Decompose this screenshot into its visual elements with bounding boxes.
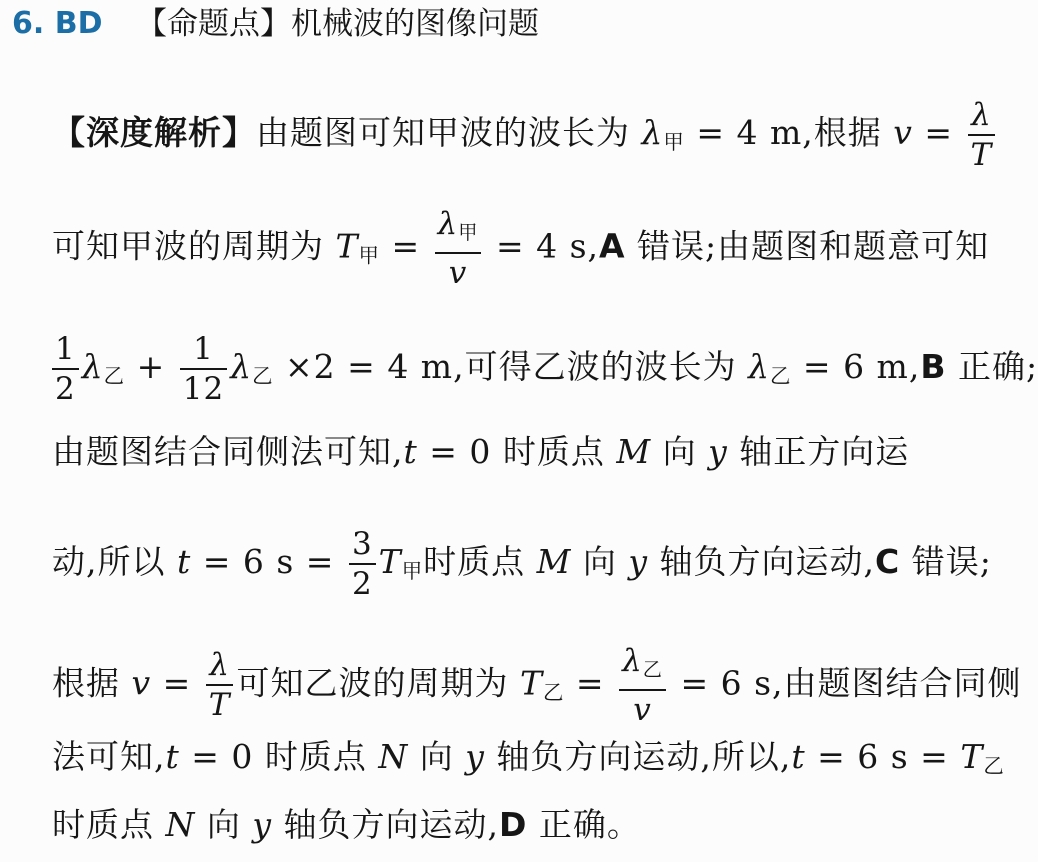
lambda-symbol: λ (437, 206, 459, 242)
fraction-numerator: 1 (180, 330, 227, 370)
fraction-denominator: T (970, 137, 993, 173)
analysis-line-8 (52, 805, 641, 845)
analysis-line-2 (52, 205, 989, 292)
text: = (912, 113, 965, 152)
analysis-line-6 (52, 642, 1022, 729)
fraction-lambda-over-T (968, 96, 996, 174)
option-A: A (599, 226, 626, 266)
option-D: D (499, 805, 528, 844)
fraction-numerator: 3 (349, 525, 376, 565)
v-symbol: v (893, 113, 913, 152)
analysis-line-5 (52, 525, 992, 603)
N-symbol: N (378, 737, 409, 776)
topic-label: 【命题点】机械波的图像问题 (136, 6, 539, 42)
option-B: B (920, 347, 947, 386)
analysis-line-3 (52, 330, 1038, 408)
text: 向 (408, 737, 466, 776)
text: 时质点 (52, 805, 166, 844)
y-symbol: y (465, 737, 485, 776)
y-symbol: y (252, 805, 273, 844)
text: 动,所以 (52, 542, 177, 581)
text: 正确; (946, 347, 1038, 386)
option-C: C (875, 542, 901, 581)
text: 向 (195, 805, 253, 844)
question-number-answer: 6. BD (12, 6, 103, 41)
M-symbol: M (616, 432, 652, 471)
text: 错误;由题图和题意可知 (625, 226, 990, 266)
text: = 6 s = (191, 542, 346, 581)
T-symbol: T (378, 542, 402, 581)
subscript: 甲 (358, 243, 380, 268)
fraction-lambda-jia-over-v (435, 205, 482, 292)
lambda-symbol: λ (641, 113, 664, 152)
y-symbol: y (708, 432, 728, 471)
text: 正确。 (527, 805, 641, 844)
fraction-denominator: 12 (182, 371, 225, 407)
text: = 6 m, (791, 347, 921, 386)
text: 法可知, (52, 737, 166, 776)
text: 向 (571, 542, 629, 581)
fraction-one-half (52, 330, 79, 408)
subscript: 乙 (770, 364, 792, 389)
lambda-symbol: λ (748, 347, 770, 386)
text: 轴负方向运动, (272, 805, 499, 844)
t-symbol: t (403, 432, 418, 471)
text: = 6 s,由题图结合同侧 (668, 663, 1022, 703)
text: = 4 m,根据 (684, 113, 894, 152)
fraction-numerator: λ (206, 646, 234, 686)
text: 轴负方向运动,所以, (484, 737, 792, 776)
T-symbol: T (335, 226, 359, 266)
text: 向 (651, 432, 709, 471)
subscript: 乙 (543, 680, 565, 705)
text: 错误; (900, 542, 992, 581)
t-symbol: t (165, 737, 180, 776)
t-symbol: t (791, 737, 806, 776)
text: = 4 s, (484, 226, 600, 266)
fraction-numerator: 1 (52, 330, 79, 370)
subscript: 甲 (663, 130, 685, 155)
fraction-denominator: v (448, 254, 468, 291)
fraction-numerator (619, 642, 666, 691)
subscript: 乙 (642, 657, 663, 681)
subscript: 甲 (401, 559, 424, 584)
analysis-line-7 (52, 737, 1005, 786)
analysis-line-1 (52, 96, 998, 174)
analysis-label: 【深度解析】 (52, 113, 256, 152)
subscript: 乙 (983, 754, 1005, 779)
text: = 0 时质点 (417, 432, 617, 471)
N-symbol: N (165, 805, 196, 844)
text: 由题图结合同侧法可知, (52, 432, 404, 471)
t-symbol: t (176, 542, 192, 581)
lambda-symbol: λ (81, 347, 104, 386)
text: 轴正方向运 (727, 432, 910, 471)
text: + (125, 347, 177, 386)
T-symbol: T (960, 737, 984, 776)
v-symbol: v (131, 663, 152, 703)
subscript: 乙 (252, 364, 274, 389)
text: 由题图可知甲波的波长为 (256, 113, 642, 152)
text: 时质点 (423, 542, 537, 581)
text: 可知甲波的周期为 (52, 226, 336, 266)
text: = (379, 226, 432, 266)
subscript: 甲 (458, 220, 479, 244)
fraction-numerator: λ (968, 96, 996, 136)
fraction-lambda-over-T (206, 646, 234, 724)
fraction-denominator: 2 (351, 566, 373, 602)
M-symbol: M (536, 542, 572, 581)
fraction-numerator (435, 205, 482, 254)
analysis-line-4 (52, 432, 909, 472)
fraction-denominator: v (633, 691, 652, 728)
fraction-denominator: 2 (55, 371, 76, 407)
y-symbol: y (628, 542, 649, 581)
text: 轴负方向运动, (648, 542, 876, 581)
text: = (151, 663, 203, 703)
text: = 0 时质点 (179, 737, 379, 776)
fraction-denominator: T (208, 687, 231, 724)
lambda-symbol: λ (230, 347, 253, 386)
T-symbol: T (519, 663, 543, 703)
fraction-three-halves (349, 525, 376, 603)
text: 可知乙波的周期为 (236, 663, 520, 703)
text: = 6 s = (805, 737, 961, 776)
text: 根据 (52, 663, 132, 703)
text: = (564, 663, 617, 703)
fraction-lambda-yi-over-v (619, 642, 666, 729)
text: ×2 = 4 m,可得乙波的波长为 (273, 347, 749, 386)
lambda-symbol: λ (622, 643, 643, 679)
subscript: 乙 (103, 364, 126, 389)
fraction-one-twelfth (180, 330, 227, 408)
